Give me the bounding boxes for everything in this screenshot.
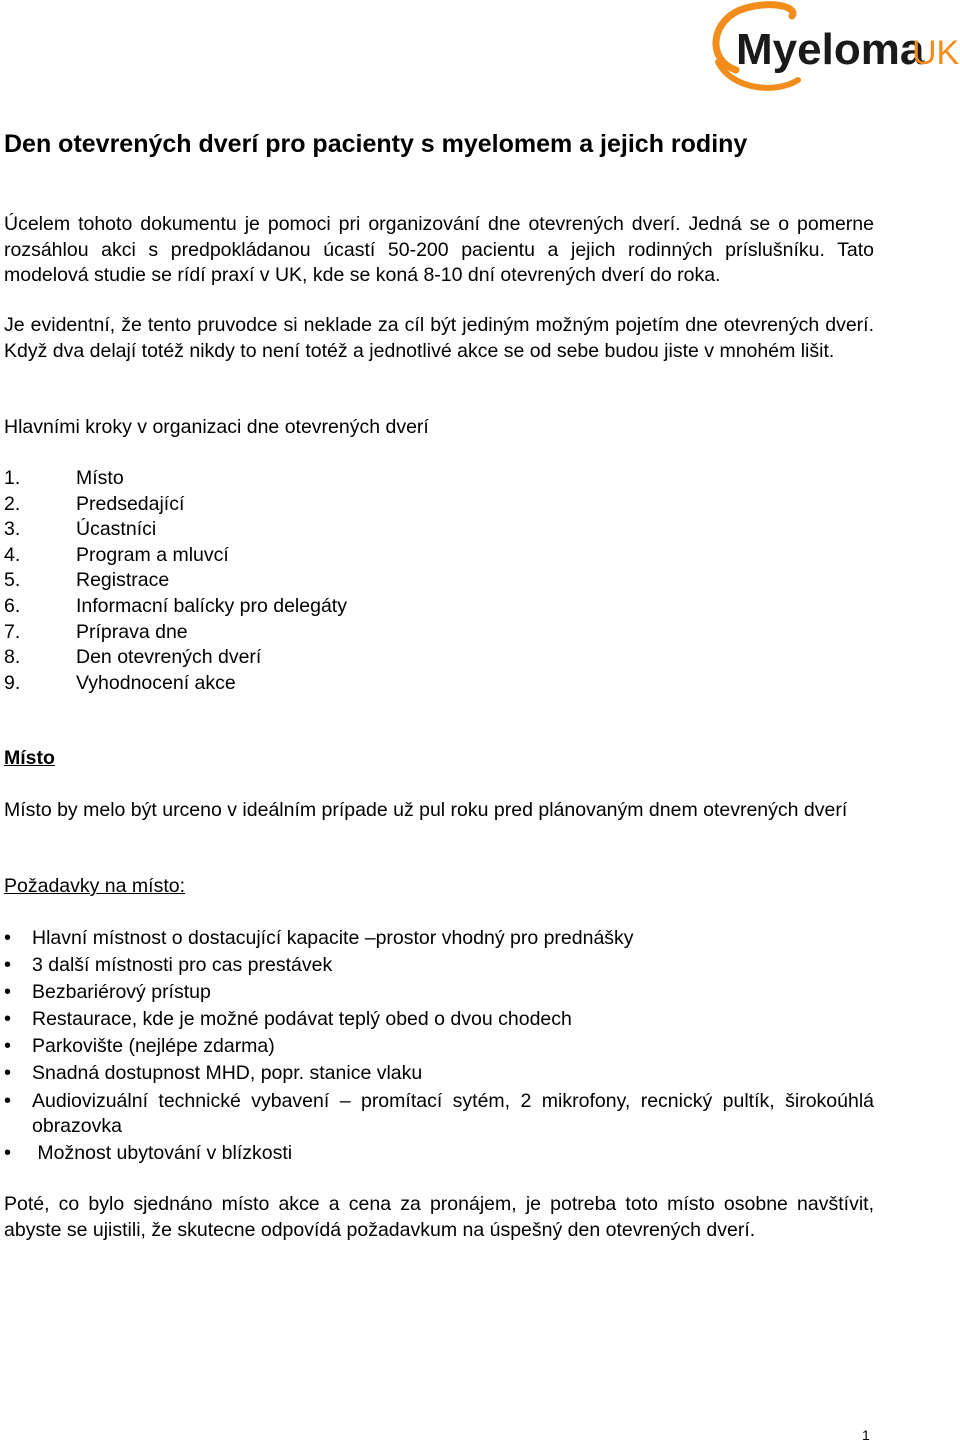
list-item bbox=[4, 492, 604, 518]
requirement-text: Bezbariérový prístup bbox=[32, 981, 211, 1004]
step-number: 8. bbox=[4, 646, 21, 669]
list-item bbox=[4, 645, 604, 671]
myeloma-uk-logo bbox=[706, 0, 960, 96]
requirements-list bbox=[4, 926, 874, 1168]
step-number: 4. bbox=[4, 543, 21, 566]
requirement-text: Možnost ubytování v blízkosti bbox=[32, 1142, 293, 1165]
steps-list bbox=[4, 466, 604, 696]
bullet-icon: • bbox=[4, 981, 12, 1004]
logo-wordmark: Myeloma bbox=[736, 25, 925, 74]
list-item bbox=[4, 980, 874, 1006]
page-number: 1 bbox=[862, 1427, 870, 1443]
section-heading-misto: Místo bbox=[4, 747, 55, 769]
step-label: Vyhodnocení akce bbox=[76, 671, 236, 694]
list-item bbox=[4, 466, 604, 492]
step-label: Program a mluvcí bbox=[76, 543, 229, 566]
bullet-icon: • bbox=[4, 954, 12, 977]
bullet-icon: • bbox=[4, 1035, 12, 1058]
list-item bbox=[4, 1061, 874, 1087]
step-number: 3. bbox=[4, 518, 21, 541]
document-title: Den otevrených dverí pro pacienty s myelomem a jejich rodiny bbox=[4, 130, 748, 158]
list-item bbox=[4, 671, 604, 697]
step-number: 9. bbox=[4, 671, 21, 694]
step-label: Príprava dne bbox=[76, 620, 188, 643]
bullet-icon: • bbox=[4, 927, 12, 949]
requirement-text: 3 další místnosti pro cas prestávek bbox=[32, 954, 333, 977]
list-item bbox=[4, 926, 874, 952]
list-item bbox=[4, 620, 604, 646]
step-label: Predsedající bbox=[76, 492, 185, 515]
list-item bbox=[4, 568, 604, 594]
requirement-text: Hlavní místnost o dostacující kapacite –prostor vhodný pro prednášky bbox=[32, 927, 634, 949]
misto-paragraph: Místo by melo být urceno v ideálním prípade už pul roku pred plánovaným dnem otevrených dverí bbox=[4, 799, 848, 821]
bullet-icon: • bbox=[4, 1142, 12, 1165]
list-item bbox=[4, 1141, 874, 1167]
logo-graphic bbox=[706, 0, 960, 96]
requirements-heading: Požadavky na místo: bbox=[4, 875, 186, 897]
logo-uk: UK bbox=[912, 34, 960, 72]
step-label: Místo bbox=[76, 467, 124, 489]
list-item bbox=[4, 543, 604, 569]
step-label: Registrace bbox=[76, 569, 170, 592]
list-item bbox=[4, 517, 604, 543]
step-label: Úcastníci bbox=[76, 518, 157, 541]
step-label: Den otevrených dverí bbox=[76, 646, 262, 669]
intro-paragraph-1: Úcelem tohoto dokumentu je pomoci pri organizování dne otevrených dverí. Jedná se o pomerne rozsáhlou akci s predpokládanou úcastí 50-200 pacientu a jejich rodinných príslušníku. Tato modelová studie se rídí praxí v UK, kde se koná 8-10 dní otevrených dverí do roka. bbox=[4, 213, 874, 287]
steps-heading: Hlavními kroky v organizaci dne otevrených dverí bbox=[4, 416, 429, 438]
requirement-text: Restaurace, kde je možné podávat teplý obed o dvou chodech bbox=[32, 1008, 572, 1031]
requirement-text: Snadná dostupnost MHD, popr. stanice vlaku bbox=[32, 1062, 423, 1085]
list-item bbox=[4, 1034, 874, 1060]
list-item bbox=[4, 594, 604, 620]
requirement-text: Parkovište (nejlépe zdarma) bbox=[32, 1035, 275, 1058]
step-number: 1. bbox=[4, 467, 21, 489]
bullet-icon: • bbox=[4, 1062, 12, 1085]
step-number: 2. bbox=[4, 492, 21, 515]
step-label: Informacní balícky pro delegáty bbox=[76, 594, 347, 617]
bullet-icon: • bbox=[4, 1089, 12, 1112]
step-number: 6. bbox=[4, 594, 21, 617]
requirement-text: Audiovizuální technické vybavení – promítací sytém, 2 mikrofony, recnický pultík, širokoúhlá obrazovka bbox=[32, 1089, 874, 1138]
closing-paragraph: Poté, co bylo sjednáno místo akce a cena za pronájem, je potreba toto místo osobne navštívit, abyste se ujistili, že skutecne odpovídá požadavkum na úspešný den otevrených dverí. bbox=[4, 1193, 874, 1241]
list-item bbox=[4, 1007, 874, 1033]
bullet-icon: • bbox=[4, 1008, 12, 1031]
intro-paragraph-2: Je evidentní, že tento pruvodce si neklade za cíl být jediným možným pojetím dne otevrených dverí. Když dva delají totéž nikdy to není totéž a jednotlivé akce se od sebe budou jiste v mnohém lišit. bbox=[4, 314, 874, 362]
list-item bbox=[4, 1089, 874, 1140]
step-number: 5. bbox=[4, 569, 21, 592]
step-number: 7. bbox=[4, 620, 21, 643]
list-item bbox=[4, 953, 874, 979]
